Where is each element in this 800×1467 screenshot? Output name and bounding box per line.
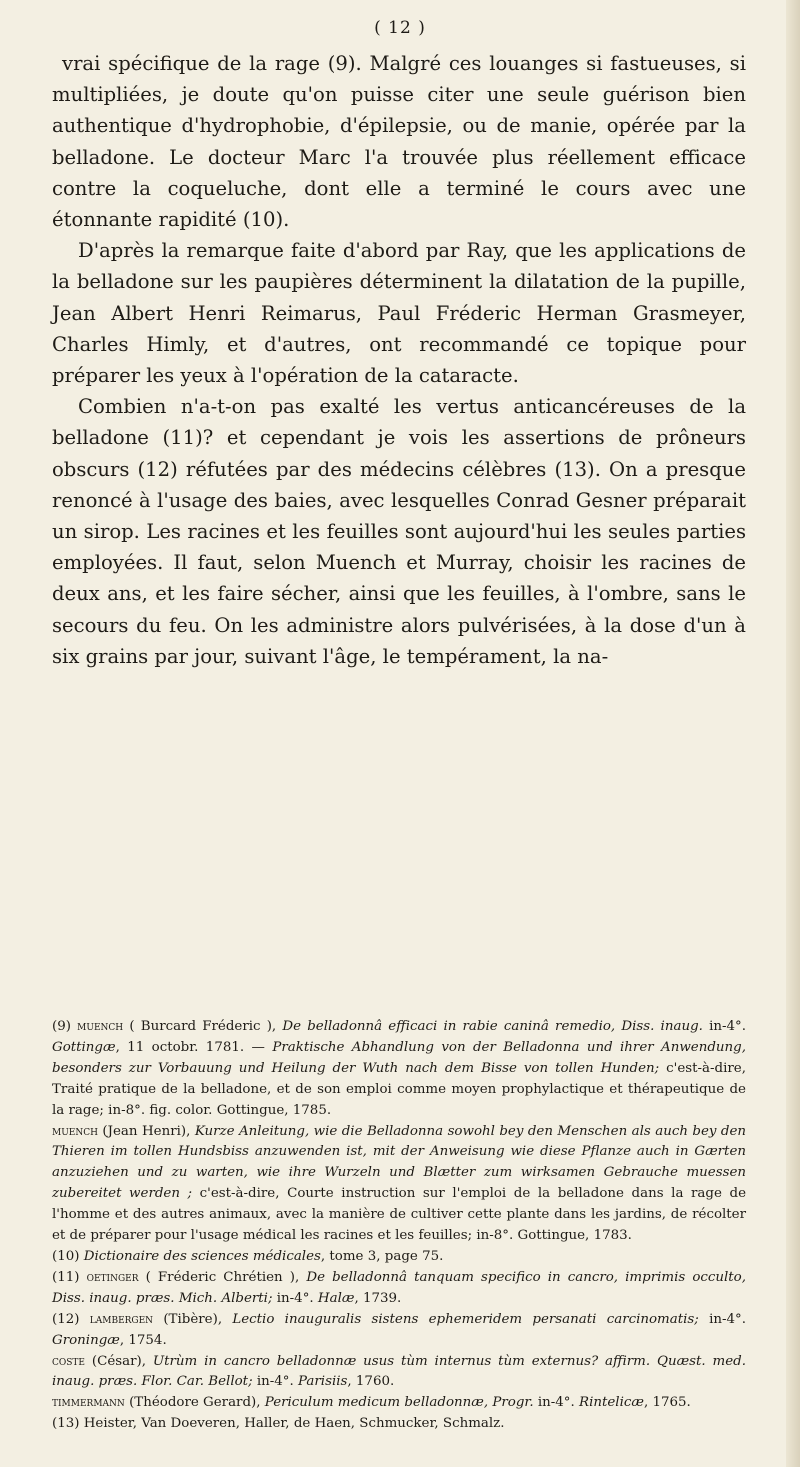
footnote-9: (9) muench ( Burcard Fréderic ), De belladonnâ efficaci in rabie caninâ remedio, Diss. inaug. in-4°. Gottingæ, 11 octobr. 1781. — Praktische Abhandlung von der Belladonna und ihrer Anwendung, besonders zur Vorbauung und Heilung der Wuth nach dem Bisse von tollen Hunden; c'est-à-dire, Traité pratique de la belladone, et de son emploi comme moyen prophylactique et thérapeutique de la rage; in-8°. fig. color. Gottingue, 1785. [52,1019,747,1118]
paragraph-3: Combien n'a-t-on pas exalté les vertus anticancéreuses de la belladone (11)? et cependant je vois les assertions de prôneurs obscurs (12) réfutées par des médecins célèbres (13). On a presque renoncé à l'usage des baies, avec lesquelles Conrad Gesner préparait un sirop. Les racines et les feuilles sont aujourd'hui les seules parties employées. Il faut, selon Muench et Murray, choisir les racines de deux ans, et les faire sécher, ainsi que les feuilles, à l'ombre, sans le secours du feu. On les administre alors pulvérisées, à la dose d'un à six grains par jour, suivant l'âge, le tempérament, la na- [52,395,746,668]
footnote-12-coste: coste (César), Utrùm in cancro belladonnæ usus tùm internus tùm externus? affirm. Quæst. med. inaug. præs. Flor. Car. Bellot; in-4°. Parisiis, 1760. [52,1353,746,1390]
footnote-12-timmermann: timmermann (Théodore Gerard), Periculum medicum belladonnæ, Progr. in-4°. Rintelicæ, 1765. [52,1395,691,1411]
paragraph-2: D'après la remarque faite d'abord par Ray, que les applications de la belladone sur les paupières déterminent la dilatation de la pupille, Jean Albert Henri Reimarus, Paul Fréderic Herman Grasmeyer, Charles Himly, et d'autres, ont recommandé ce topique pour préparer les yeux à l'opération de la cataracte. [52,239,746,388]
footnote-10: (10) Dictionaire des sciences médicales, tome 3, page 75. [52,1248,444,1264]
footnotes [52,1017,746,1435]
paragraph-1: vrai spécifique de la rage (9). Malgré ces louanges si fastueuses, si multipliées, je doute qu'on puisse citer une seule guérison bien authentique d'hydrophobie, d'épilepsie, ou de manie, opérée par la belladone. Le docteur Marc l'a trouvée plus réellement efficace contre la coqueluche, dont elle a terminé le cours avec une étonnante rapidité (10). [52,52,746,232]
footnote-11: (11) oetinger ( Fréderic Chrétien ), De belladonnâ tanquam specifico in cancro, imprimis occulto, Diss. inaug. præs. Mich. Alberti; in-4°. Halæ, 1739. [52,1269,746,1306]
footnote-9-muench: muench (Jean Henri), Kurze Anleitung, wie die Belladonna sowohl bey den Menschen als auch bey den Thieren im tollen Hundsbiss anzuwenden ist, mit der Anweisung wie diese Pflanze auch in Gærten anzuziehen und zu warten, wie ihre Wurzeln und Blætter zum wirksamen Gebrauche muessen zubereitet werden ; c'est-à-dire, Courte instruction sur l'emploi de la belladone dans la rage de l'homme et des autres animaux, avec la manière de cultiver cette plante dans les jardins, de récolter et de préparer pour l'usage médical les racines et les feuilles; in-8°. Gottingue, 1783. [52,1123,746,1244]
footnote-12: (12) lambergen (Tibère), Lectio inauguralis sistens ephemeridem persanati carcinomatis; in-4°. Groningæ, 1754. [52,1311,746,1348]
main-text [52,48,746,672]
page-number: ( 12 ) [374,18,426,38]
footnote-13: (13) Heister, Van Doeveren, Haller, de Haen, Schmucker, Schmalz. [52,1416,505,1432]
page-edge [786,0,800,1467]
